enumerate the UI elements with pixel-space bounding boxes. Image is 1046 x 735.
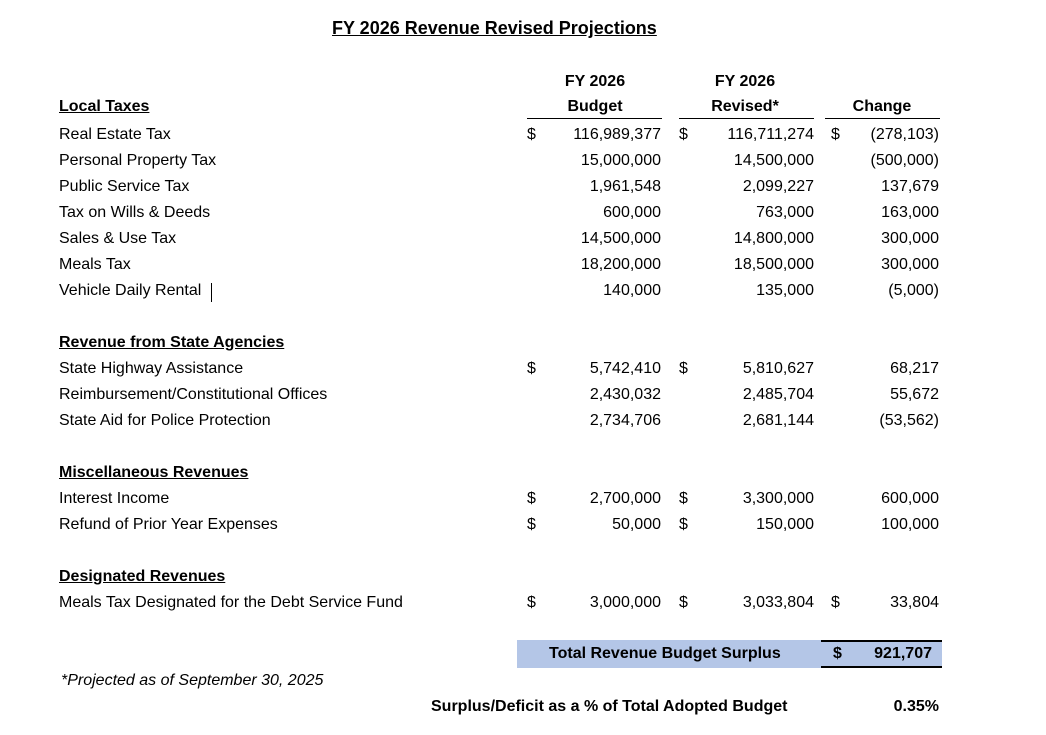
revised-value: 3,033,804 <box>742 594 814 611</box>
change-value: 33,804 <box>890 594 939 611</box>
total-value: 921,707 <box>874 645 932 662</box>
budget-value: 14,500,000 <box>580 230 661 247</box>
page-title: FY 2026 Revenue Revised Projections <box>332 18 657 38</box>
dollar-sign: $ <box>527 126 536 143</box>
change-header-underline <box>825 118 940 119</box>
row-label: Vehicle Daily Rental <box>59 282 202 299</box>
budget-value: 1,961,548 <box>589 178 661 195</box>
footnote: *Projected as of September 30, 2025 <box>61 672 324 689</box>
change-value: (500,000) <box>870 152 939 169</box>
revised-header-underline <box>679 118 814 119</box>
row-label: Interest Income <box>59 490 170 507</box>
budget-value: 50,000 <box>612 516 661 533</box>
revised-value: 14,500,000 <box>733 152 814 169</box>
section-heading-local-taxes: Local Taxes <box>59 98 150 115</box>
row-label: Tax on Wills & Deeds <box>59 204 211 221</box>
dollar-sign: $ <box>527 516 536 533</box>
revised-value: 763,000 <box>756 204 814 221</box>
dollar-sign: $ <box>679 360 688 377</box>
budget-value: 2,700,000 <box>589 490 661 507</box>
revised-value: 135,000 <box>756 282 814 299</box>
change-value: 300,000 <box>881 256 939 273</box>
dollar-sign: $ <box>679 594 688 611</box>
dollar-sign: $ <box>527 490 536 507</box>
dollar-sign: $ <box>831 594 840 611</box>
change-value: 300,000 <box>881 230 939 247</box>
row-label: Public Service Tax <box>59 178 190 195</box>
change-value: 68,217 <box>890 360 939 377</box>
budget-header-line2: Budget <box>567 98 623 115</box>
change-value: 600,000 <box>881 490 939 507</box>
budget-value: 116,989,377 <box>573 126 661 143</box>
budget-value: 18,200,000 <box>580 256 661 273</box>
row-label: Sales & Use Tax <box>59 230 177 247</box>
dollar-sign: $ <box>679 126 688 143</box>
revised-value: 116,711,274 <box>727 126 814 143</box>
row-label: Meals Tax <box>59 256 131 273</box>
surplus-pct-label: Surplus/Deficit as a % of Total Adopted Budget <box>431 698 788 715</box>
dollar-sign: $ <box>527 360 536 377</box>
row-label: State Highway Assistance <box>59 360 244 377</box>
dollar-sign: $ <box>527 594 536 611</box>
total-label: Total Revenue Budget Surplus <box>549 645 781 662</box>
surplus-pct-value: 0.35% <box>893 698 939 715</box>
section-heading-state-agencies: Revenue from State Agencies <box>59 334 285 351</box>
row-label: Reimbursement/Constitutional Offices <box>59 386 328 403</box>
budget-value: 2,734,706 <box>589 412 661 429</box>
revised-value: 2,485,704 <box>742 386 814 403</box>
section-heading-misc-revenues: Miscellaneous Revenues <box>59 464 249 481</box>
change-value: 100,000 <box>881 516 939 533</box>
change-value: 137,679 <box>881 178 939 195</box>
revised-value: 2,099,227 <box>742 178 814 195</box>
revised-header-line1: FY 2026 <box>714 73 776 90</box>
change-value: (5,000) <box>888 282 939 299</box>
total-dollar-sign: $ <box>833 645 842 662</box>
budget-value: 3,000,000 <box>589 594 661 611</box>
budget-value: 2,430,032 <box>589 386 661 403</box>
change-value: 55,672 <box>890 386 939 403</box>
revised-value: 5,810,627 <box>742 360 814 377</box>
budget-value: 600,000 <box>603 204 661 221</box>
change-header: Change <box>852 98 912 115</box>
revised-value: 3,300,000 <box>742 490 814 507</box>
budget-value: 15,000,000 <box>580 152 661 169</box>
budget-header-line1: FY 2026 <box>564 73 626 90</box>
row-label: Refund of Prior Year Expenses <box>59 516 278 533</box>
text-cursor <box>211 283 212 302</box>
row-label: State Aid for Police Protection <box>59 412 271 429</box>
dollar-sign: $ <box>679 516 688 533</box>
row-label: Personal Property Tax <box>59 152 217 169</box>
revised-value: 2,681,144 <box>742 412 814 429</box>
dollar-sign: $ <box>679 490 688 507</box>
row-label: Real Estate Tax <box>59 126 171 143</box>
budget-value: 140,000 <box>603 282 661 299</box>
row-label: Meals Tax Designated for the Debt Service Fund <box>59 594 403 611</box>
budget-header-underline <box>527 118 662 119</box>
change-value: (53,562) <box>879 412 939 429</box>
dollar-sign: $ <box>831 126 840 143</box>
change-value: (278,103) <box>870 126 939 143</box>
change-value: 163,000 <box>881 204 939 221</box>
revised-value: 14,800,000 <box>733 230 814 247</box>
revised-header-line2: Revised* <box>711 98 779 115</box>
revised-value: 150,000 <box>756 516 814 533</box>
revised-value: 18,500,000 <box>733 256 814 273</box>
budget-value: 5,742,410 <box>589 360 661 377</box>
section-heading-designated-revenues: Designated Revenues <box>59 568 226 585</box>
